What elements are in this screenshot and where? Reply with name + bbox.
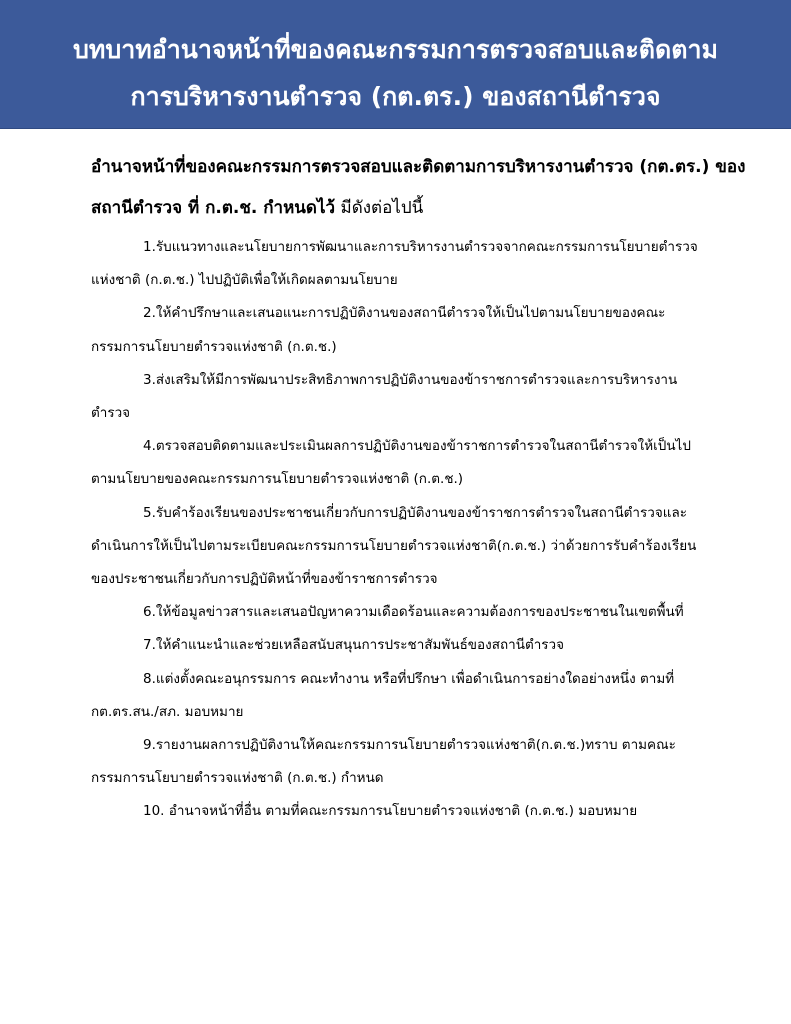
title-banner bbox=[0, 0, 791, 129]
intro-bold-text: อำนาจหน้าที่ของคณะกรรมการตรวจสอบและติดตามการบริหารงานตำรวจ (กต.ตร.) ของสถานีตำรวจ ที่ ก.ต.ช. กำหนดไว้ bbox=[91, 157, 746, 218]
intro-normal-text: มีดังต่อไปนี้ bbox=[335, 198, 424, 218]
duty-item-6: 6.ให้ข้อมูลข่าวสารและเสนอปัญหาความเดือดร้อนและความต้องการของประชาชนในเขตพื้นที่ bbox=[143, 604, 684, 621]
page-title-line-1: บทบาทอำนาจหน้าที่ของคณะกรรมการตรวจสอบและติดตาม bbox=[73, 35, 718, 64]
duty-item-9: 9.รายงานผลการปฏิบัติงานให้คณะกรรมการนโยบายตำรวจแห่งชาติ(ก.ต.ช.)ทราบ ตามคณะกรรมการนโยบายตำรวจแห่งชาติ (ก.ต.ช.) กำหนด bbox=[91, 737, 676, 787]
duty-item-2: 2.ให้คำปรึกษาและเสนอแนะการปฏิบัติงานของสถานีตำรวจให้เป็นไปตามนโยบายของคณะกรรมการนโยบายตำรวจแห่งชาติ (ก.ต.ช.) bbox=[91, 305, 666, 355]
duty-item-4: 4.ตรวจสอบติดตามและประเมินผลการปฏิบัติงานของข้าราชการตำรวจในสถานีตำรวจให้เป็นไปตามนโยบายของคณะกรรมการนโยบายตำรวจแห่งชาติ (ก.ต.ช.) bbox=[91, 438, 691, 488]
duty-item-10: 10. อำนาจหน้าที่อื่น ตามที่คณะกรรมการนโยบายตำรวจแห่งชาติ (ก.ต.ช.) มอบหมาย bbox=[143, 803, 638, 820]
duty-item-1: 1.รับแนวทางและนโยบายการพัฒนาและการบริหารงานตำรวจจากคณะกรรมการนโยบายตำรวจแห่งชาติ (ก.ต.ช.) ไปปฏิบัติเพื่อให้เกิดผลตามนโยบาย bbox=[91, 239, 698, 289]
duties-list bbox=[91, 231, 711, 829]
duty-item-3: 3.ส่งเสริมให้มีการพัฒนาประสิทธิภาพการปฏิบัติงานของข้าราชการตำรวจและการบริหารงานตำรวจ bbox=[91, 371, 678, 422]
intro-paragraph bbox=[91, 147, 751, 229]
duty-item-7: 7.ให้คำแนะนำและช่วยเหลือสนับสนุนการประชาสัมพันธ์ของสถานีตำรวจ bbox=[143, 637, 565, 654]
page-title-line-2: การบริหารงานตำรวจ (กต.ตร.) ของสถานีตำรวจ bbox=[130, 82, 661, 111]
duty-item-5: 5.รับคำร้องเรียนของประชาชนเกี่ยวกับการปฏิบัติงานของข้าราชการตำรวจในสถานีตำรวจและดำเนินการให้เป็นไปตามระเบียบคณะกรรมการนโยบายตำรวจแห่งชาติ(ก.ต.ช.) ว่าด้วยการรับคำร้องเรียนของประชาชนเกี่ยวกับการปฏิบัติหน้าที่ของข้าราชการตำรวจ bbox=[91, 504, 697, 588]
duty-item-8: 8.แต่งตั้งคณะอนุกรรมการ คณะทำงาน หรือที่ปรึกษา เพื่อดำเนินการอย่างใดอย่างหนึ่ง ตามที่ กต.ตร.สน./สภ. มอบหมาย bbox=[91, 670, 675, 720]
